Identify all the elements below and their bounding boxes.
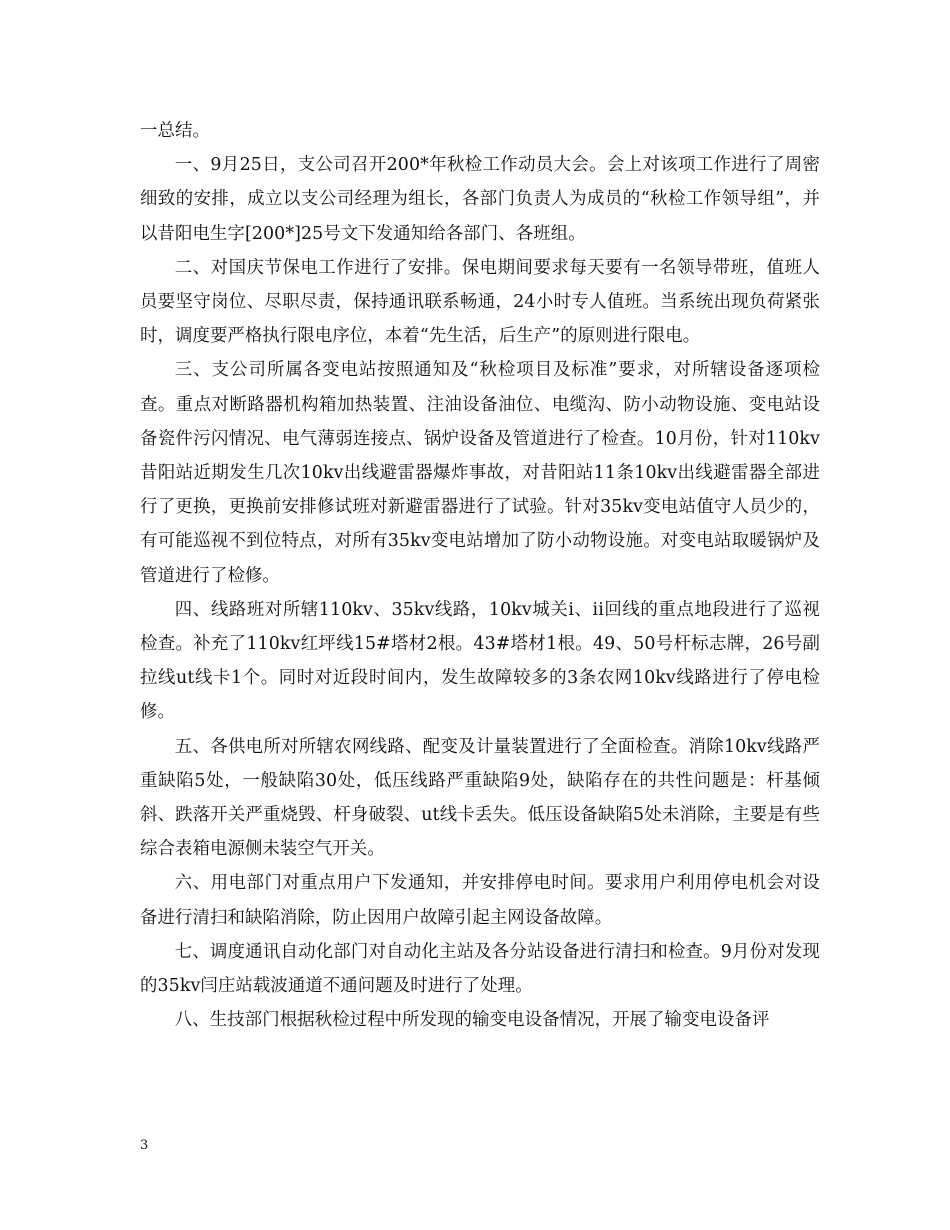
paragraph-item-2: 二、对国庆节保电工作进行了安排。保电期间要求每天要有一名领导带班，值班人员要坚守岗位、尽职尽责，保持通讯联系畅通，24小时专人值班。当系统出现负荷紧张时，调度要严格执行限电序位，本着“先生活，后生产”的原则进行限电。 (140, 257, 820, 347)
paragraph-continuation: 一总结。 (140, 121, 210, 141)
paragraph-item-8: 八、生技部门根据秋检过程中所发现的输变电设备情况，开展了输变电设备评 (174, 1010, 770, 1031)
paragraph-item-7: 七、调度通讯自动化部门对自动化主站及各分站设备进行清扫和检查。9月份对发现的35kv闫庄站载波通道不通问题及时进行了处理。 (140, 941, 820, 997)
document-body (140, 114, 820, 1037)
paragraph-item-5: 五、各供电所对所辖农网线路、配变及计量装置进行了全面检查。消除10kv线路严重缺陷5处，一般缺陷30处，低压线路严重缺陷9处，缺陷存在的共性问题是：杆基倾斜、跌落开关严重烧毁、杆身破裂、ut线卡丢失。低压设备缺陷5处未消除，主要是有些综合表箱电源侧未装空气开关。 (140, 736, 820, 860)
paragraph-item-3: 三、支公司所属各变电站按照通知及“秋检项目及标准”要求，对所辖设备逐项检查。重点对断路器机构箱加热装置、注油设备油位、电缆沟、防小动物设施、变电站设备瓷件污闪情况、电气薄弱连接点、锅炉设备及管道进行了检查。10月份，针对110kv昔阳站近期发生几次10kv出线避雷器爆炸事故，对昔阳站11条10kv出线避雷器全部进行了更换，更换前安排修试班对新避雷器进行了试验。针对35kv变电站值守人员少的，有可能巡视不到位特点，对所有35kv变电站增加了防小动物设施。对变电站取暖锅炉及管道进行了检修。 (140, 360, 820, 586)
paragraph-item-4: 四、线路班对所辖110kv、35kv线路，10kv城关i、ii回线的重点地段进行了巡视检查。补充了110kv红坪线15#塔材2根。43#塔材1根。49、50号杆标志牌，26号副拉线ut线卡1个。同时对近段时间内，发生故障较多的3条农网10kv线路进行了停电检修。 (140, 599, 820, 723)
paragraph-item-1: 一、9月25日，支公司召开200*年秋检工作动员大会。会上对该项工作进行了周密细致的安排，成立以支公司经理为组长，各部门负责人为成员的“秋检工作领导组”，并以昔阳电生字[200*]25号文下发通知给各部门、各班组。 (140, 155, 820, 244)
paragraph-item-6: 六、用电部门对重点用户下发通知，并安排停电时间。要求用户利用停电机会对设备进行清扫和缺陷消除，防止因用户故障引起主网设备故障。 (140, 873, 820, 928)
page-number: 3 (140, 1138, 149, 1153)
